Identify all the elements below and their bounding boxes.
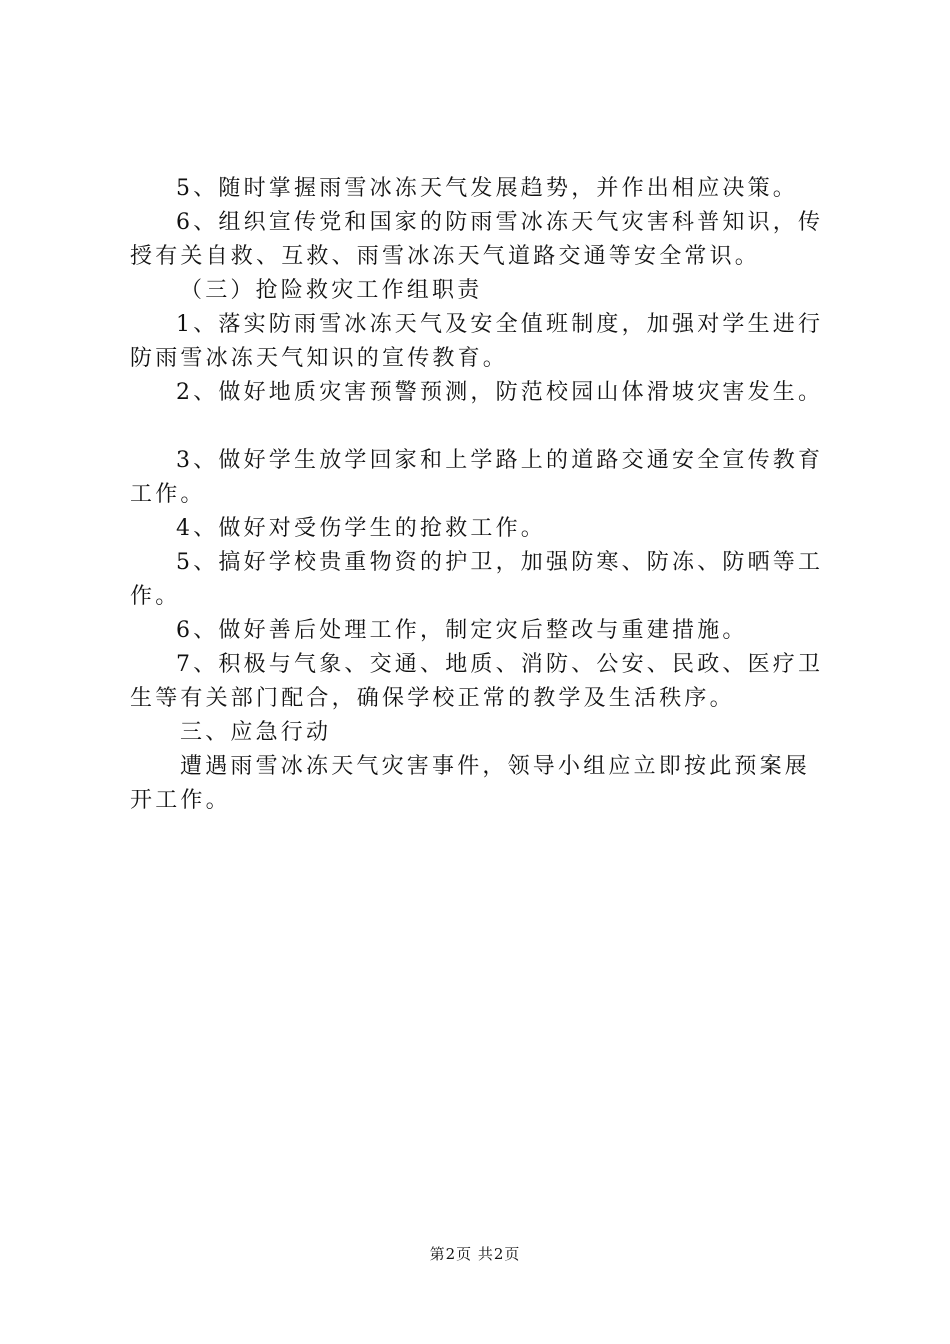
- closing-paragraph-line-2: 开工作。: [130, 788, 231, 813]
- document-body: [130, 172, 830, 818]
- duty-item-3-line-2: 工作。: [130, 482, 206, 507]
- paragraph-item-6-line-1: 6、组织宣传党和国家的防雨雪冰冻天气灾害科普知识，传: [176, 210, 824, 235]
- page-number-footer: 第2页 共2页: [429, 1245, 521, 1263]
- duty-item-4-line-1: 4、做好对受伤学生的抢救工作。: [176, 516, 546, 541]
- duty-item-5-line-2: 作。: [130, 584, 181, 609]
- duty-item-6-line-1: 6、做好善后处理工作，制定灾后整改与重建措施。: [176, 618, 748, 643]
- section-heading-emergency-action: 三、应急行动: [180, 720, 332, 745]
- paragraph-item-5-line-1: 5、随时掌握雨雪冰冻天气发展趋势，并作出相应决策。: [176, 176, 798, 201]
- closing-paragraph-line-1: 遭遇雨雪冰冻天气灾害事件，领导小组应立即按此预案展: [180, 754, 811, 779]
- duty-item-1-line-2: 防雨雪冰冻天气知识的宣传教育。: [130, 346, 509, 371]
- section-heading-rescue-group: （三）抢险救灾工作组职责: [180, 278, 483, 303]
- duty-item-3-line-1: 3、做好学生放学回家和上学路上的道路交通安全宣传教育: [176, 448, 824, 473]
- duty-item-1-line-1: 1、落实防雨雪冰冻天气及安全值班制度，加强对学生进行: [176, 312, 824, 337]
- blank-line: [130, 410, 830, 444]
- duty-item-7-line-2: 生等有关部门配合，确保学校正常的教学及生活秩序。: [130, 686, 735, 711]
- paragraph-item-6-line-2: 授有关自救、互救、雨雪冰冻天气道路交通等安全常识。: [130, 244, 761, 269]
- duty-item-5-line-1: 5、搞好学校贵重物资的护卫，加强防寒、防冻、防晒等工: [176, 550, 824, 575]
- duty-item-2-line-1: 2、做好地质灾害预警预测，防范校园山体滑坡灾害发生。: [176, 380, 824, 405]
- duty-item-7-line-1: 7、积极与气象、交通、地质、消防、公安、民政、医疗卫: [176, 652, 824, 677]
